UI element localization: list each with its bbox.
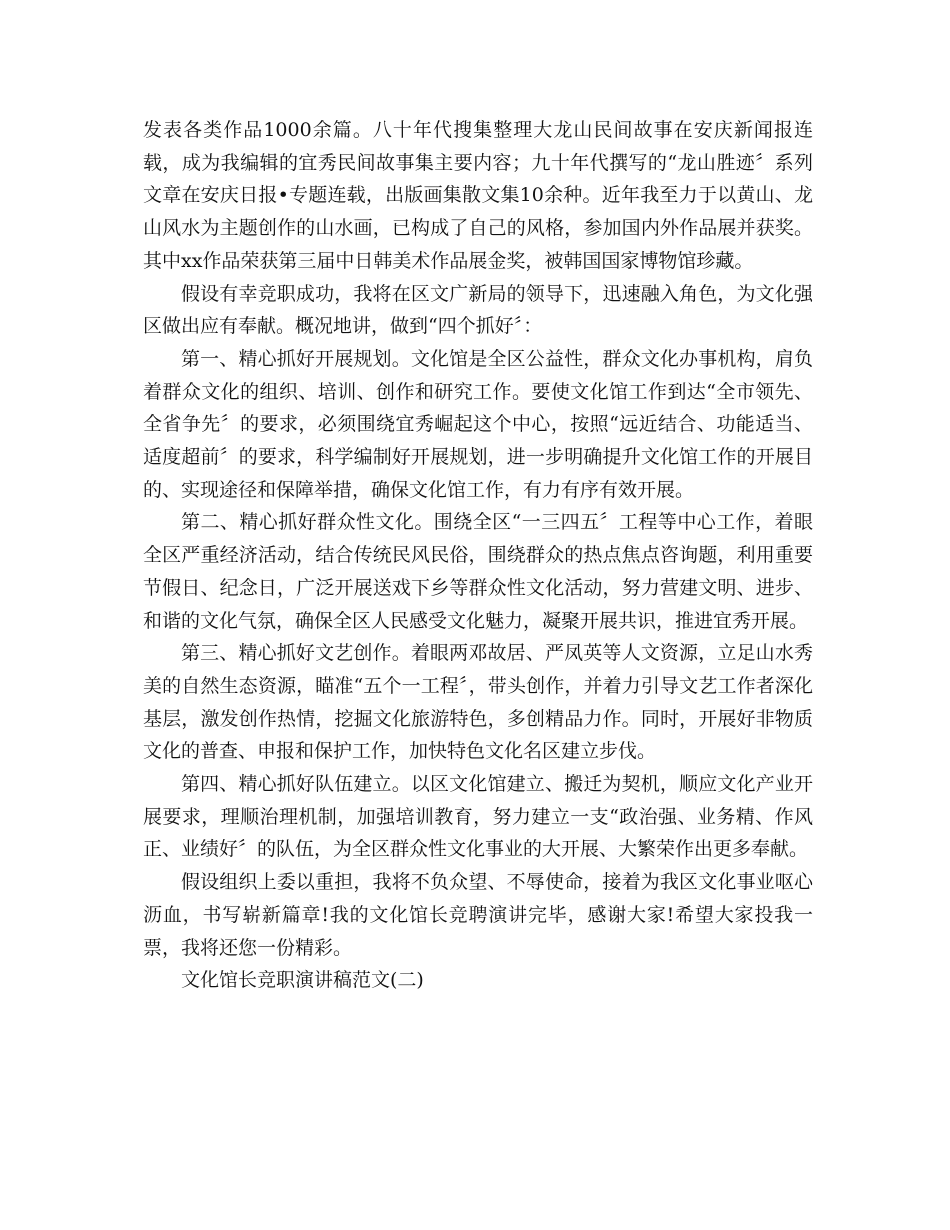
- paragraph-point-one: 第一、精心抓好开展规划。文化馆是全区公益性，群众文化办事机构，肩负着群众文化的组织、培训、创作和研究工作。要使文化馆工作到达“全市领先、全省争先〞的要求，必须围绕宜秀崛起这个中心，按照“远近结合、功能适当、适度超前〞的要求，科学编制好开展规划，进一步明确提升文化馆工作的开展目的、实现途径和保障举措，确保文化馆工作，有力有序有效开展。: [143, 347, 813, 501]
- paragraph-intro-continued: 发表各类作品1000余篇。八十年代搜集整理大龙山民间故事在安庆新闻报连载，成为我编辑的宜秀民间故事集主要内容；九十年代撰写的“龙山胜迹〞系列文章在安庆日报•专题连载，出版画集散文集10余种。近年我至力于以黄山、龙山风水为主题创作的山水画，已构成了自己的风格，参加国内外作品展并获奖。其中xx作品荣获第三届中日韩美术作品展金奖，被韩国国家博物馆珍藏。: [143, 119, 813, 272]
- paragraph-closing: 假设组织上委以重担，我将不负众望、不辱使命，接着为我区文化事业呕心沥血，书写崭新篇章!我的文化馆长竞聘演讲完毕，感谢大家!希望大家投我一票，我将还您一份精彩。: [143, 871, 813, 959]
- paragraph-point-four: 第四、精心抓好队伍建立。以区文化馆建立、搬迁为契机，顺应文化产业开展要求，理顺治理机制，加强培训教育，努力建立一支“政治强、业务精、作风正、业绩好〞的队伍，为全区群众性文化事业的大开展、大繁荣作出更多奉献。: [143, 773, 813, 861]
- paragraph-if-successful: 假设有幸竞职成功，我将在区文广新局的领导下，迅速融入角色，为文化强区做出应有奉献。概况地讲，做到“四个抓好〞：: [143, 282, 813, 338]
- section-heading-sample-two: 文化馆长竞职演讲稿范文(二): [181, 969, 424, 992]
- document-body: [143, 114, 813, 997]
- paragraph-point-three: 第三、精心抓好文艺创作。着眼两邓故居、严凤英等人文资源，立足山水秀美的自然生态资源，瞄准“五个一工程〞，带头创作，并着力引导文艺工作者深化基层，激发创作热情，挖掘文化旅游特色，多创精品力作。同时，开展好非物质文化的普查、申报和保护工作，加快特色文化名区建立步伐。: [143, 642, 813, 763]
- paragraph-point-two: 第二、精心抓好群众性文化。围绕全区“一三四五〞工程等中心工作，着眼全区严重经济活动，结合传统民风民俗，围绕群众的热点焦点咨询题，利用重要节假日、纪念日，广泛开展送戏下乡等群众性文化活动，努力营建文明、进步、和谐的文化气氛，确保全区人民感受文化魅力，凝聚开展共识，推进宜秀开展。: [143, 511, 813, 632]
